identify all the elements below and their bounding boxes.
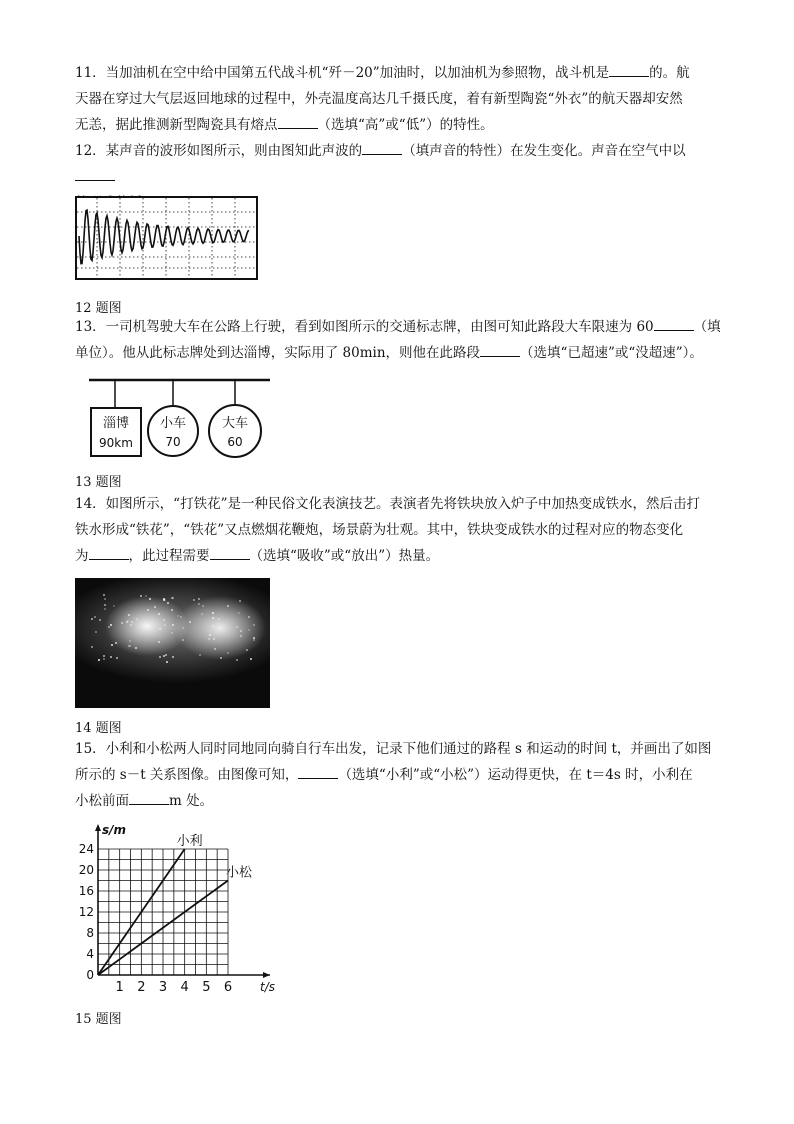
spark — [238, 612, 240, 614]
waveform-figure — [75, 196, 260, 282]
answer-blank[interactable] — [129, 791, 169, 805]
x-axis-label: t/s — [260, 980, 275, 994]
spark — [135, 647, 137, 649]
spark — [240, 635, 242, 637]
spark — [209, 634, 211, 636]
y-tick-label: 20 — [78, 863, 94, 877]
spark — [236, 659, 238, 661]
q11-text: 的。航 — [649, 65, 690, 81]
spark — [220, 657, 222, 659]
q11-text: 11．当加油机在空中给中国第五代战斗机“歼－20”加油时，以加油机为参照物，战斗机是 — [75, 65, 610, 81]
question-11 — [75, 60, 725, 138]
q13-text: （填 — [693, 319, 721, 335]
series-label: 小松 — [226, 865, 253, 881]
x-axis-arrow — [263, 972, 270, 978]
q14-text: 铁水形成“铁花”，“铁花”又点燃烟花鞭炮，场景蔚为壮观。其中，铁块变成铁水的过程对应的物态变化 — [75, 522, 684, 538]
answer-blank[interactable] — [75, 167, 115, 181]
x-tick-label: 6 — [223, 980, 233, 995]
spark — [248, 616, 250, 618]
spark — [91, 618, 93, 620]
q15-text: 小松前面 — [75, 793, 129, 809]
spark — [113, 605, 115, 607]
spark — [103, 594, 105, 596]
q15-text: （选填“小利”或“小松”）运动得更快，在 t＝4s 时，小利在 — [338, 767, 693, 783]
spark — [246, 649, 248, 651]
spark — [189, 621, 191, 623]
q15-text: 15．小利和小松两人同时同地同向骑自行车出发，记录下他们通过的路程 s 和运动的时间 t，并画出了如图 — [75, 741, 712, 757]
figure-caption: 15 题图 — [75, 1012, 122, 1027]
spark — [99, 619, 101, 621]
spark — [202, 605, 204, 607]
spark — [213, 638, 215, 640]
spark — [159, 628, 161, 630]
spark — [199, 654, 201, 656]
spark — [172, 624, 174, 626]
spark — [163, 655, 165, 657]
spark — [130, 624, 132, 626]
spark — [110, 656, 112, 658]
sign-distance-text: 90km — [99, 436, 133, 450]
sign-small-car-text: 小车 — [159, 416, 187, 431]
q14-text: ，此过程需要 — [128, 548, 210, 564]
q11-text: 无恙，据此推测新型陶瓷具有熔点 — [75, 117, 278, 133]
spark — [236, 626, 238, 628]
spark — [212, 612, 214, 614]
spark — [253, 624, 255, 626]
y-tick-label: 24 — [78, 842, 94, 856]
spark — [136, 618, 138, 620]
figure-caption: 12 题图 — [75, 301, 122, 316]
spark — [110, 624, 112, 626]
spark — [172, 656, 174, 658]
spark — [103, 658, 105, 660]
q13-text: 13．一司机驾驶大车在公路上行驶，看到如图所示的交通标志牌，由图可知此路段大车限速为 60 — [75, 319, 654, 335]
big-car-speed-sign — [209, 405, 261, 457]
question-13 — [75, 314, 725, 366]
q11-text: （选填“高”或“低”）的特性。 — [317, 117, 494, 133]
q11-text: 天器在穿过大气层返回地球的过程中，外壳温度高达几千摄氏度，着有新型陶瓷“外衣”的航天器却安然 — [75, 91, 683, 107]
spark — [115, 642, 117, 644]
spark — [127, 620, 129, 622]
spark — [177, 615, 179, 617]
series-label: 小利 — [176, 834, 203, 849]
y-tick-label: 16 — [78, 884, 94, 898]
y-tick-label: 0 — [86, 968, 94, 982]
spark — [180, 616, 182, 618]
spark — [167, 602, 169, 604]
spark — [248, 629, 250, 631]
spark — [193, 599, 195, 601]
answer-blank[interactable] — [654, 317, 694, 331]
spark — [104, 608, 106, 610]
spark — [98, 659, 100, 661]
spark — [158, 641, 160, 643]
figure-caption: 13 题图 — [75, 475, 122, 490]
q15-text: m 处。 — [169, 793, 214, 809]
answer-blank[interactable] — [278, 115, 318, 129]
spark — [104, 598, 106, 600]
answer-blank[interactable] — [480, 343, 520, 357]
q12-text: （填声音的特性）在发生变化。声音在空气中以 — [402, 143, 686, 159]
y-tick-label: 12 — [78, 905, 94, 919]
spark — [239, 600, 241, 602]
spark — [165, 654, 167, 656]
spark — [94, 616, 96, 618]
spark — [198, 598, 200, 600]
spark — [104, 604, 106, 606]
iron-flower-photo — [75, 578, 270, 708]
spark — [131, 621, 133, 623]
spark — [218, 618, 220, 620]
question-14 — [75, 491, 725, 569]
spark — [91, 646, 93, 648]
y-tick-label: 4 — [86, 947, 94, 961]
traffic-sign-figure — [85, 372, 275, 464]
spark — [171, 632, 173, 634]
answer-blank[interactable] — [609, 63, 649, 77]
spark — [140, 595, 142, 597]
spark — [147, 609, 149, 611]
x-tick-label: 5 — [202, 980, 211, 995]
x-tick-label: 4 — [180, 980, 189, 995]
q13-text: （选填“已超速”或“没超速”）。 — [520, 345, 703, 361]
spark — [208, 638, 210, 640]
sign-big-speed-text: 60 — [227, 435, 243, 449]
q14-text: （选填“吸收”或“放出”）热量。 — [249, 548, 440, 564]
s-t-graph — [78, 820, 278, 1002]
y-axis-arrow — [95, 824, 101, 831]
answer-blank[interactable] — [89, 546, 129, 560]
figure-caption: 14 题图 — [75, 721, 122, 736]
sign-place-text: 淄博 — [102, 416, 130, 431]
spark — [116, 657, 118, 659]
answer-blank[interactable] — [210, 546, 250, 560]
spark — [182, 639, 184, 641]
x-tick-label: 2 — [137, 980, 146, 995]
spark — [253, 639, 255, 641]
spark — [108, 626, 110, 628]
spark — [171, 609, 173, 611]
spark — [201, 613, 203, 615]
spark — [145, 595, 147, 597]
spark — [227, 652, 229, 654]
spark — [95, 631, 97, 633]
spark — [129, 640, 131, 642]
spark — [149, 598, 151, 600]
spark — [121, 622, 123, 624]
spark — [227, 605, 229, 607]
q12-text: 12．某声音的波形如图所示，则由图知此声波的 — [75, 143, 363, 159]
spark — [163, 619, 165, 621]
q15-text: 所示的 s－t 关系图像。由图像可知， — [75, 767, 299, 783]
spark — [154, 606, 156, 608]
q13-text: 单位）。他从此标志牌处到达淄博，实际用了 80min，则他在此路段 — [75, 345, 481, 361]
y-tick-label: 8 — [86, 926, 94, 940]
spark — [212, 617, 214, 619]
spark — [171, 597, 173, 599]
spark — [214, 648, 216, 650]
sign-small-speed-text: 70 — [165, 435, 181, 449]
question-15 — [75, 736, 725, 814]
spark — [111, 644, 113, 646]
x-tick-label: 3 — [158, 980, 168, 995]
spark — [250, 658, 252, 660]
q14-text: 14．如图所示，“打铁花”是一种民俗文化表演技艺。表演者先将铁块放入炉子中加热变成铁水，然后击打 — [75, 496, 700, 512]
spark — [166, 661, 168, 663]
q14-text: 为 — [75, 548, 89, 564]
spark — [159, 656, 161, 658]
spark — [164, 624, 166, 626]
spark — [212, 625, 214, 627]
spark — [158, 613, 160, 615]
spark — [128, 614, 130, 616]
answer-blank[interactable] — [298, 765, 338, 779]
spark — [103, 655, 105, 657]
y-axis-label: s/m — [102, 823, 127, 837]
sign-big-car-text: 大车 — [221, 416, 249, 431]
spark — [182, 627, 184, 629]
x-tick-label: 1 — [115, 980, 124, 995]
spark — [198, 603, 200, 605]
spark — [240, 630, 242, 632]
answer-blank[interactable] — [362, 141, 402, 155]
